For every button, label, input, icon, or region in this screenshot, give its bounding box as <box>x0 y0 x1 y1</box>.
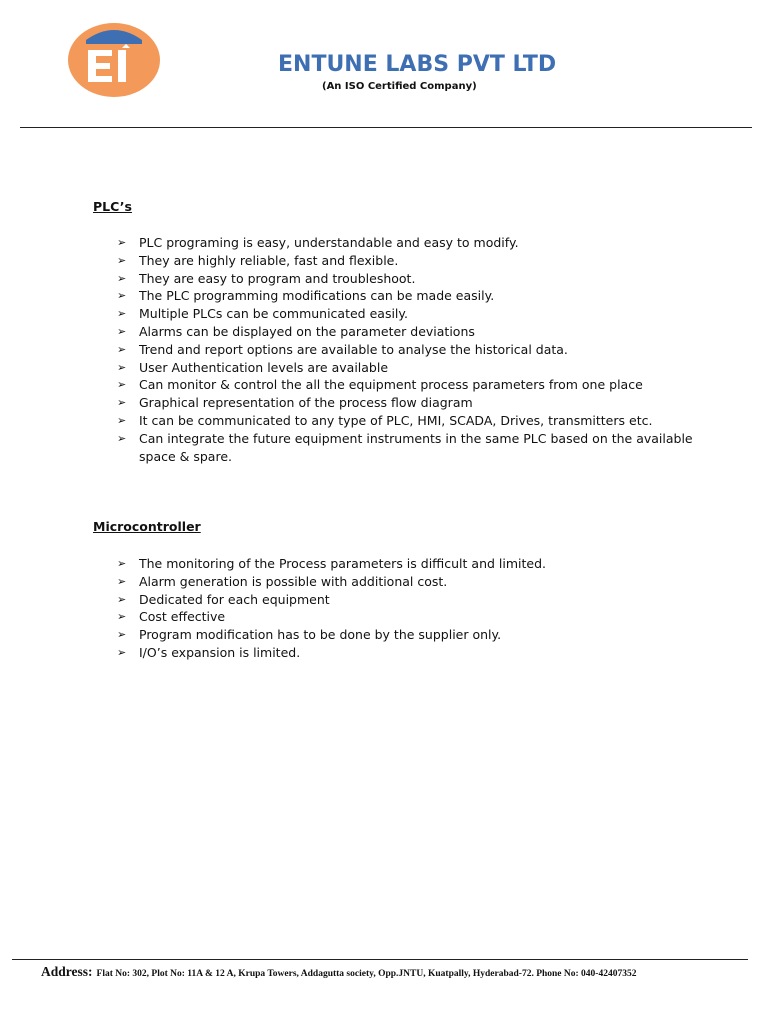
arrow-bullet-icon: ➢ <box>117 592 127 606</box>
arrow-bullet-icon: ➢ <box>117 360 127 374</box>
list-item: ➢ They are easy to program and troubleshoot. <box>117 270 416 286</box>
address-label: Address: <box>41 964 93 979</box>
arrow-bullet-icon: ➢ <box>117 307 127 321</box>
arrow-bullet-icon: ➢ <box>117 645 127 659</box>
footer-divider <box>12 959 748 960</box>
arrow-bullet-icon: ➢ <box>117 574 127 588</box>
list-item: ➢ Trend and report options are available to analyse the historical data. <box>117 341 568 357</box>
list-item: ➢ The monitoring of the Process parameters is difficult and limited. <box>117 556 546 571</box>
arrow-bullet-icon: ➢ <box>117 413 127 427</box>
arrow-bullet-icon: ➢ <box>117 610 127 624</box>
list-item: ➢ I/O’s expansion is limited. <box>117 644 301 660</box>
list-item: ➢ PLC programing is easy, understandable and easy to modify. <box>117 235 519 250</box>
arrow-bullet-icon: ➢ <box>117 342 127 356</box>
section-title-microcontroller: Microcontroller <box>93 519 201 534</box>
arrow-bullet-icon: ➢ <box>117 236 127 249</box>
list-item: ➢ Cost effective <box>117 609 226 625</box>
list-item: ➢ Dedicated for each equipment <box>117 591 330 607</box>
list-item: ➢ Graphical representation of the process flow diagram <box>117 395 473 411</box>
arrow-bullet-icon: ➢ <box>117 396 127 410</box>
list-item: ➢ Can monitor & control the all the equipment process parameters from one place <box>117 377 643 393</box>
arrow-bullet-icon: ➢ <box>117 253 127 267</box>
list-item: ➢ Program modification has to be done by the supplier only. <box>117 627 502 643</box>
list-item: ➢ They are highly reliable, fast and flexible. <box>117 252 399 268</box>
list-item: ➢ It can be communicated to any type of PLC, HMI, SCADA, Drives, transmitters etc. <box>117 412 653 428</box>
section-title-plcs: PLC’s <box>93 199 132 214</box>
address-text: Flat No: 302, Plot No: 11A & 12 A, Krupa Towers, Addagutta society, Opp.JNTU, Kuatpally, Hyderabad-72. Phone No: 040-42407352 <box>96 969 637 979</box>
header-divider <box>20 127 752 128</box>
arrow-bullet-icon: ➢ <box>117 324 127 338</box>
arrow-bullet-icon: ➢ <box>117 289 127 303</box>
list-item: ➢ Can integrate the future equipment instruments in the same PLC based on the available space & spare. <box>117 430 693 464</box>
footer-address <box>41 963 636 981</box>
arrow-bullet-icon: ➢ <box>117 628 127 642</box>
plc-bullet-list <box>117 234 717 465</box>
arrow-bullet-icon: ➢ <box>117 557 127 570</box>
list-item: ➢ Alarms can be displayed on the parameter deviations <box>117 323 475 339</box>
list-item: ➢ User Authentication levels are available <box>117 359 389 375</box>
list-item: ➢ The PLC programming modifications can be made easily. <box>117 288 495 304</box>
arrow-bullet-icon: ➢ <box>117 271 127 285</box>
microcontroller-bullet-list <box>117 555 717 662</box>
company-logo <box>66 22 162 98</box>
company-tagline: (An ISO Certified Company) <box>322 81 477 92</box>
company-name: ENTUNE LABS PVT LTD <box>278 52 557 77</box>
arrow-bullet-icon: ➢ <box>117 431 127 445</box>
list-item: ➢ Alarm generation is possible with additional cost. <box>117 573 448 589</box>
arrow-bullet-icon: ➢ <box>117 378 127 392</box>
list-item: ➢ Multiple PLCs can be communicated easily. <box>117 306 408 322</box>
